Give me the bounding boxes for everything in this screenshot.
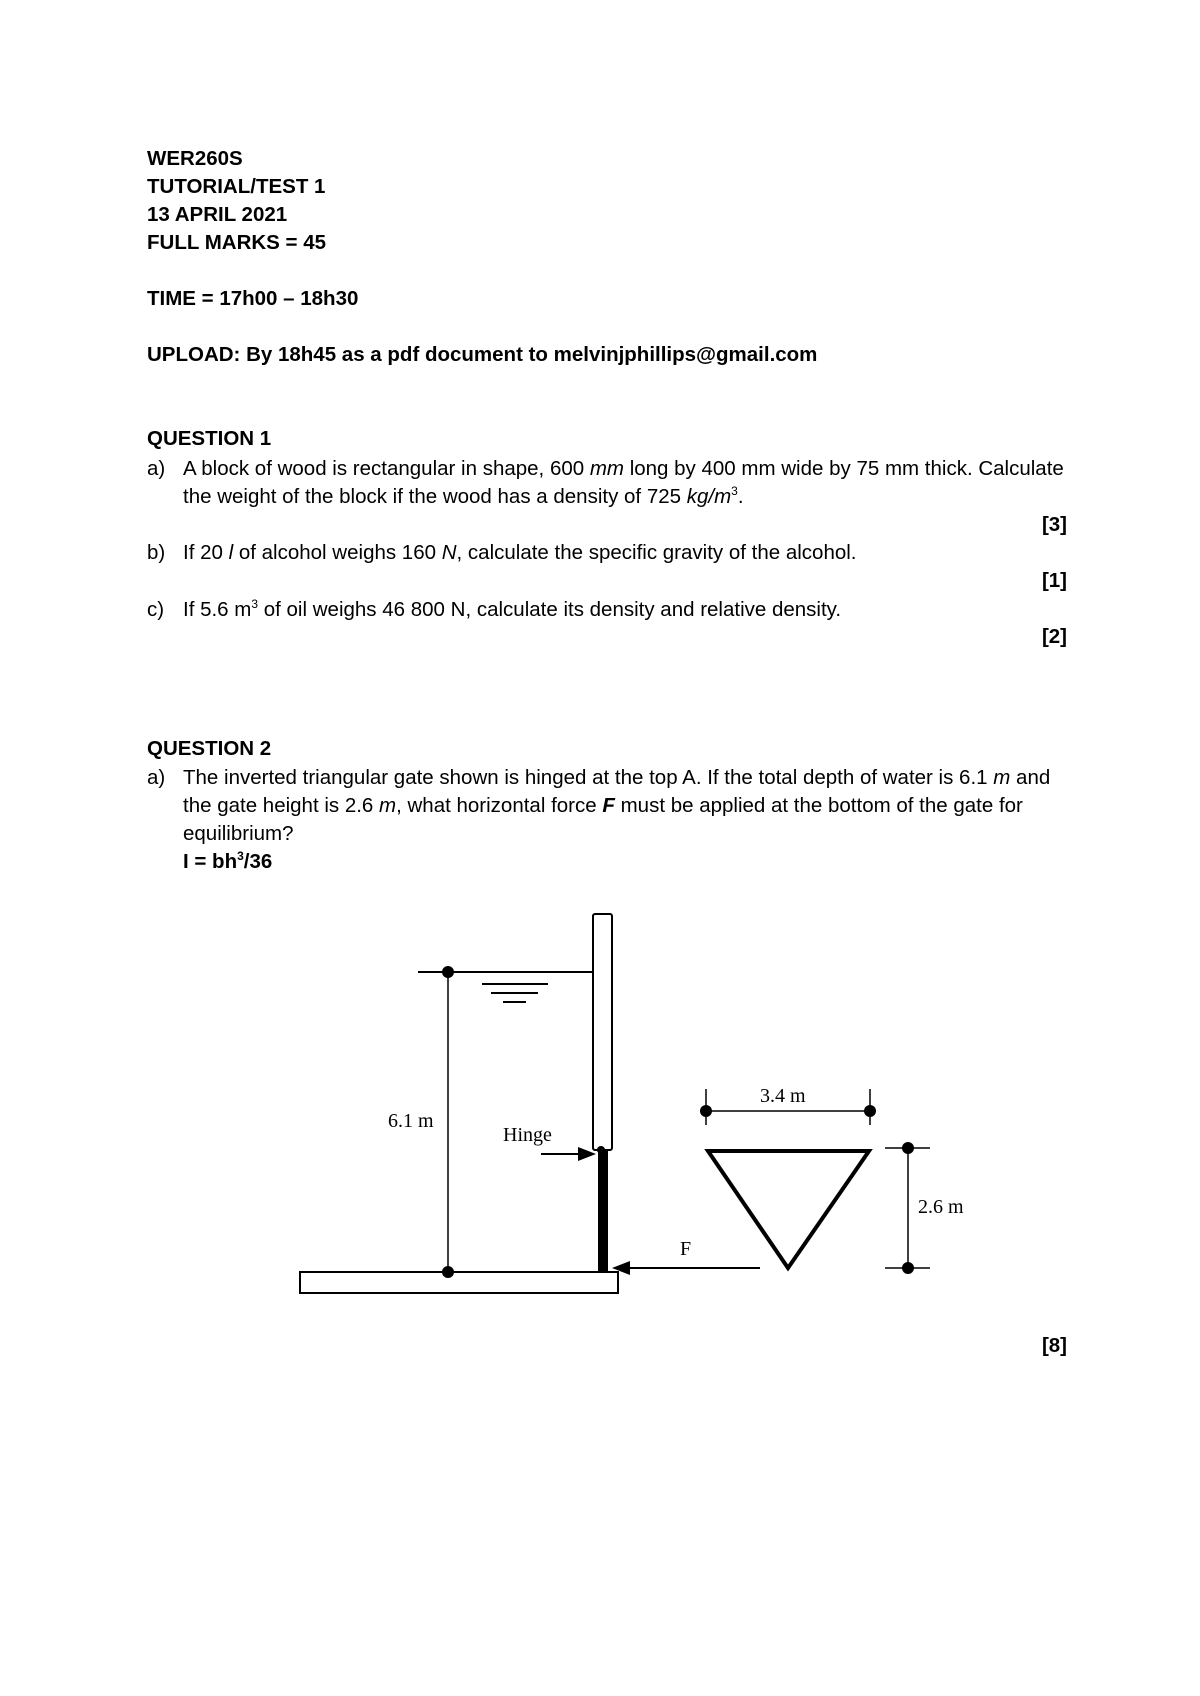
question-1c-marks: [2] (1041, 625, 1067, 648)
question-2-title: QUESTION 2 (147, 737, 272, 760)
width-label: 3.4 m (760, 1085, 806, 1107)
item-text: A block of wood is rectangular in shape, 600 mm long by 400 mm wide by 75 mm thick. Calculate the weight of the block if the wood has a density of 725 $kg/m^3$. (183, 457, 1064, 508)
question-1-title: QUESTION 1 (147, 427, 272, 450)
time-window: TIME = 17h00 – 18h30 (147, 287, 359, 310)
question-1a-marks: [3] (1041, 513, 1067, 536)
course-code: WER260S (147, 147, 243, 170)
height-label: 2.6 m (918, 1196, 964, 1218)
test-date: 13 APRIL 2021 (147, 203, 288, 226)
item-text: If 5.6 $m^3$ of oil weighs 46 800 N, calculate its density and relative density. (183, 597, 842, 621)
depth-label: 6.1 m (388, 1110, 434, 1132)
item-label: b) (147, 541, 166, 564)
item-label: c) (147, 598, 165, 621)
ground-slab (300, 1272, 618, 1293)
force-label: F (680, 1238, 692, 1260)
triangular-gate (708, 1151, 869, 1268)
item-text: If 20 l of alcohol weighs 160 N, calculate the specific gravity of the alcohol. (183, 541, 857, 564)
question-2a-marks: [8] (1041, 1334, 1067, 1357)
vertical-wall (593, 914, 612, 1150)
hinge-label: Hinge (503, 1124, 552, 1146)
item-label: a) (147, 457, 166, 480)
gate-plate (598, 1150, 608, 1272)
full-marks: FULL MARKS = 45 (147, 231, 327, 254)
upload-instructions: UPLOAD: By 18h45 as a pdf document to melvinjphillips@gmail.com (147, 343, 818, 366)
moment-of-inertia-formula: $I = bh^3/36$ (183, 849, 273, 873)
question-1b-marks: [1] (1041, 569, 1067, 592)
item-text: The inverted triangular gate shown is hinged at the top A. If the total depth of water is 6.1 m and the gate height is 2.6 m, what horizontal force F must be applied at the bottom of the gate for equilibrium? (183, 766, 1051, 845)
item-label: a) (147, 766, 166, 789)
test-title: TUTORIAL/TEST 1 (147, 175, 326, 198)
